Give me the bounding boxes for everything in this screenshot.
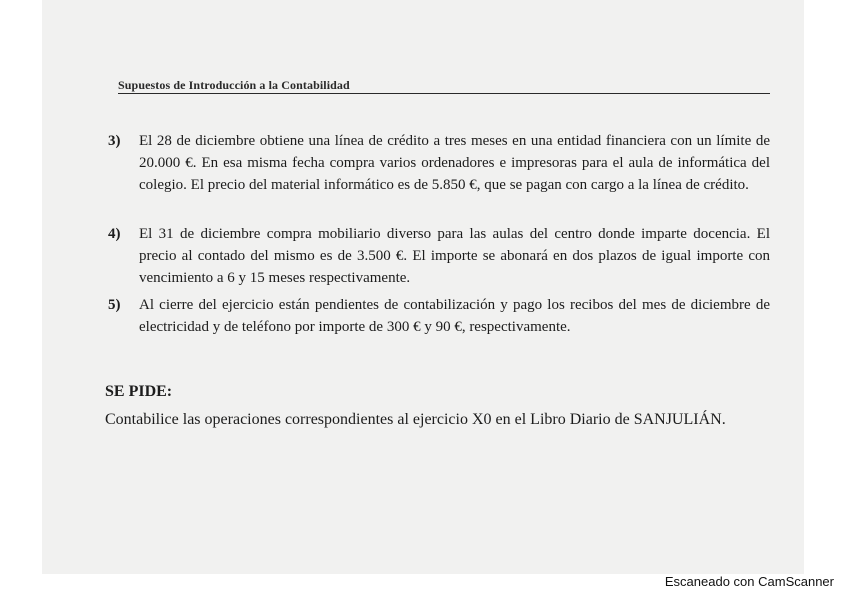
request-heading: SE PIDE: — [105, 383, 173, 400]
item-number: 3) — [108, 133, 121, 149]
item-text: El 28 de diciembre obtiene una línea de crédito a tres meses en una entidad financiera con un límite de 20.000 €. En esa misma fecha compra varios ordenadores e impresoras para el aula de informática del colegio. El precio del material informático es de 5.850 €, que se pagan con cargo a la línea de crédito. — [139, 133, 770, 193]
item-text: Al cierre del ejercicio están pendientes de contabilización y pago los recibos del mes de diciembre de electricidad y de teléfono por importe de 300 € y 90 €, respectivamente. — [139, 297, 770, 335]
exercise-item-4 — [108, 223, 770, 289]
exercise-item-5 — [108, 294, 770, 338]
request-text: Contabilice las operaciones correspondientes al ejercicio X0 en el Libro Diario de SANJULIÁN. — [105, 411, 726, 428]
exercise-item-3 — [108, 130, 770, 196]
header-divider — [118, 93, 770, 94]
item-text: El 31 de diciembre compra mobiliario diverso para las aulas del centro donde imparte docencia. El precio al contado del mismo es de 3.500 €. El importe se abonará en dos plazos de igual importe con vencimiento a 6 y 15 meses respectivamente. — [139, 226, 770, 286]
item-number: 4) — [108, 226, 121, 242]
scanner-watermark: Escaneado con CamScanner — [664, 574, 834, 589]
page-header-title: Supuestos de Introducción a la Contabilidad — [118, 78, 350, 92]
item-number: 5) — [108, 297, 121, 313]
